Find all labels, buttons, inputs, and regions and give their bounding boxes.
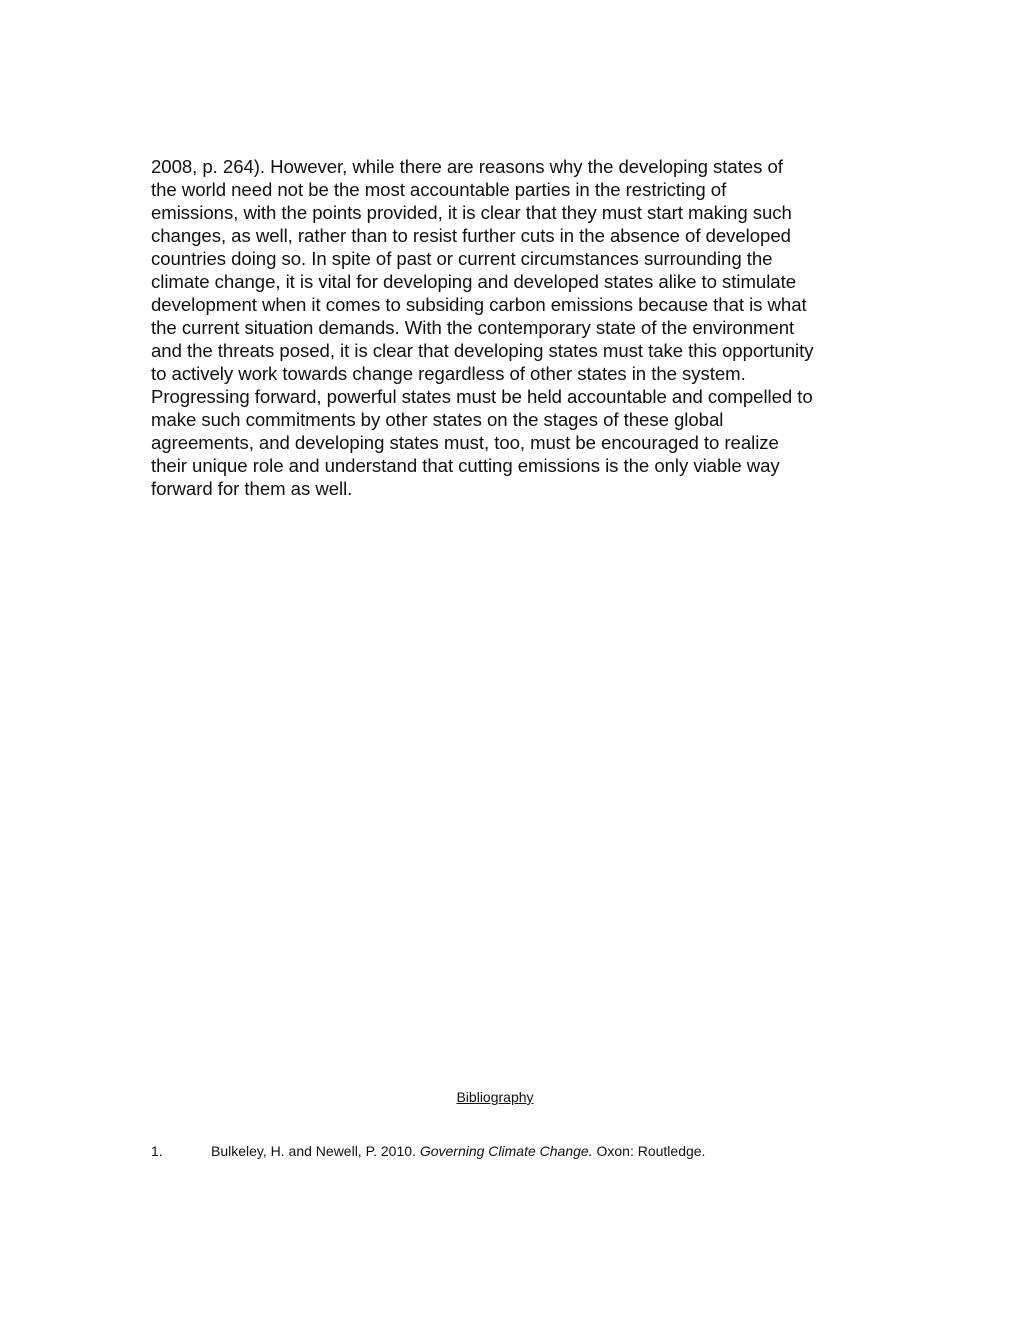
body-line: to actively work towards change regardless of other states in the system.: [151, 363, 746, 384]
body-line: Progressing forward, powerful states must be held accountable and compelled to: [151, 386, 813, 407]
body-line: the world need not be the most accountable parties in the restricting of: [151, 179, 727, 200]
body-line: the current situation demands. With the contemporary state of the environment: [151, 317, 795, 338]
body-line: forward for them as well.: [151, 478, 353, 499]
body-line: and the threats posed, it is clear that developing states must take this opportunity: [151, 340, 814, 361]
body-line: agreements, and developing states must, too, must be encouraged to realize: [151, 432, 779, 453]
bibliography-heading: Bibliography: [456, 1089, 534, 1105]
body-line: changes, as well, rather than to resist further cuts in the absence of developed: [151, 225, 791, 246]
bibliography-authors: Bulkeley, H. and Newell, P. 2010.: [211, 1143, 420, 1159]
bibliography-entry-number: 1.: [151, 1143, 163, 1159]
body-line: climate change, it is vital for developing and developed states alike to stimulate: [151, 271, 796, 292]
body-line: development when it comes to subsiding carbon emissions because that is what: [151, 294, 807, 315]
body-line: their unique role and understand that cutting emissions is the only viable way: [151, 455, 780, 476]
bibliography-entry-text: [211, 1142, 705, 1160]
body-line: emissions, with the points provided, it is clear that they must start making such: [151, 202, 792, 223]
body-line: 2008, p. 264). However, while there are reasons why the developing states of: [151, 156, 783, 177]
body-line: make such commitments by other states on the stages of these global: [151, 409, 724, 430]
bibliography-title: Governing Climate Change.: [419, 1143, 593, 1159]
body-paragraph: [151, 155, 881, 500]
body-line: countries doing so. In spite of past or current circumstances surrounding the: [151, 248, 773, 269]
bibliography-publisher: Oxon: Routledge.: [592, 1143, 706, 1159]
